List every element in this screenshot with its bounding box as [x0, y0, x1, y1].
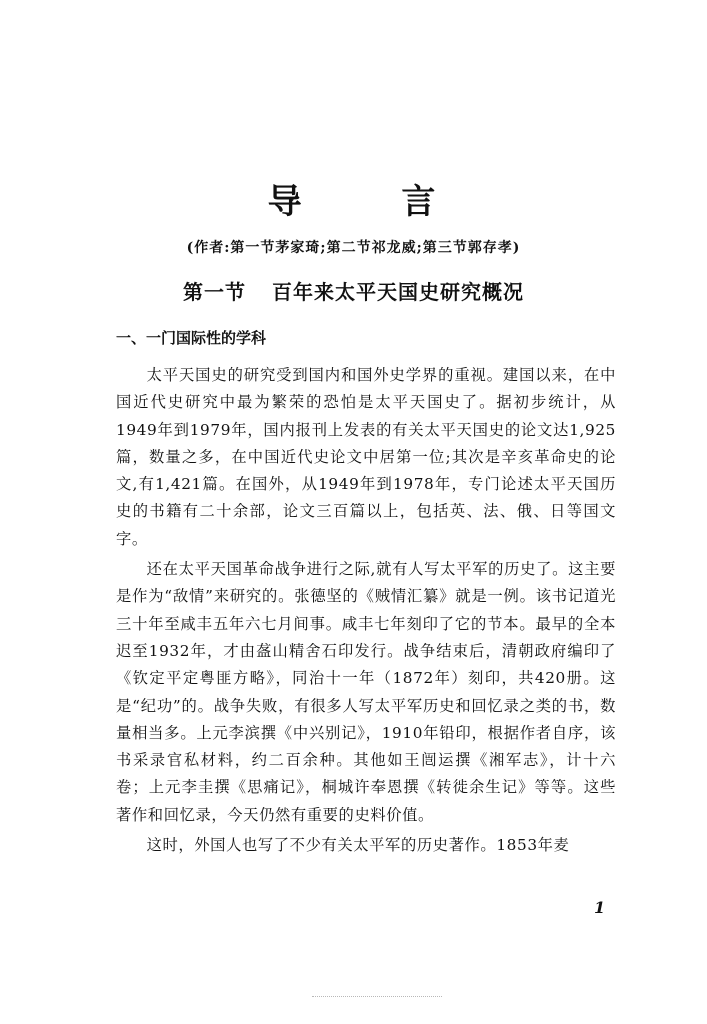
body-text — [116, 362, 616, 862]
paragraph: 太平天国史的研究受到国内和国外史学界的重视。建国以来，在中国近代史研究中最为繁荣的恐怕是太平天国史了。据初步统计，从1949年到1979年，国内报刊上发表的有关太平天国史的论文达1,925篇，数量之多，在中国近代史论文中居第一位;其次是辛亥革命史的论文,有1,421篇。在国外，从1949年到1978年，专门论述太平天国历史的书籍有二十余部，论文三百篇以上，包括英、法、俄、日等国文字。 — [116, 366, 616, 548]
scan-artifact-line — [312, 996, 442, 997]
section-number: 第一节 — [183, 280, 246, 304]
chapter-title: 导 言 — [267, 182, 480, 222]
paragraph: 还在太平天国革命战争进行之际,就有人写太平军的历史了。这主要是作为“敌情”来研究的。张德坚的《贼情汇纂》就是一例。该书记道光三十年至咸丰五年六七月间事。咸丰七年刻印了它的节本。最早的全本迟至1932年，才由盋山精舍石印发行。战争结束后，清朝政府编印了《钦定平定粤匪方略》，同治十一年（1872年）刻印，共420册。这是“纪功”的。战争失败，有很多人写太平军历史和回忆录之类的书，数量相当多。上元李滨撰《中兴别记》，1910年铅印，根据作者自序，该书采录官私材料，约二百余种。其他如王闿运撰《湘军志》，计十六卷；上元李圭撰《思痛记》，桐城许奉恩撰《转徙余生记》等等。这些著作和回忆录，今天仍然有重要的史料价值。 — [116, 560, 616, 824]
section-heading — [0, 276, 707, 308]
page-number: 1 — [594, 898, 606, 917]
section-name: 百年来太平天国史研究概况 — [272, 280, 524, 304]
subsection-heading: 一、一门国际性的学科 — [116, 329, 267, 347]
authors-note: (作者:第一节茅家琦;第二节祁龙威;第三节郭存孝) — [186, 240, 521, 256]
paragraph: 这时，外国人也写了不少有关太平军的历史著作。1853年麦 — [146, 836, 570, 855]
